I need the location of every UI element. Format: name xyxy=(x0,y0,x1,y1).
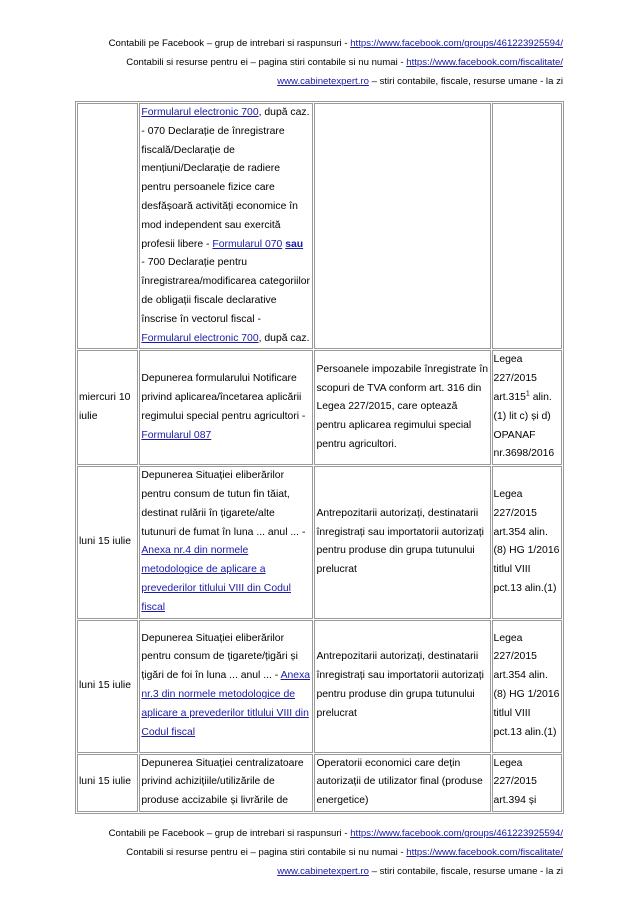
legal-cell xyxy=(492,103,562,349)
page-header xyxy=(109,34,563,91)
facebook-page-link[interactable]: https://www.facebook.com/fiscalitate/ xyxy=(406,847,563,858)
header-line-3: www.cabinetexpert.ro – stiri contabile, fiscale, resurse umane - la zi xyxy=(277,76,563,87)
date-cell: miercuri 10 iulie xyxy=(77,350,138,465)
table-row xyxy=(77,754,562,812)
date-cell: luni 15 iulie xyxy=(77,620,138,753)
cabinetexpert-link[interactable]: www.cabinetexpert.ro xyxy=(277,76,369,87)
table-row xyxy=(77,620,562,753)
form-070-link[interactable]: Formularul 070 xyxy=(212,238,283,250)
table-row xyxy=(77,466,562,618)
form-087-link[interactable]: Formularul 087 xyxy=(141,429,212,441)
footer-line-2: Contabili si resurse pentru ei – pagina stiri contabile si nu numai - https://www.facebook.com/fiscalitate/ xyxy=(126,847,563,858)
description-cell: Formularul electronic 700, după caz. - 070 Declarație de înregistrare fiscală/Declarație de mențiuni/Declarație de radiere pentru persoanele fizice care desfășoară activități economice în mod independent sau exercită profesii libere - Formularul 070 sau - 700 Declarație pentru înregistrarea/modificarea categoriilor de obligații fiscale declarative înscrise în vectorul fiscal - Formularul electronic 700, după caz. xyxy=(139,103,313,349)
description-cell: Depunerea Situației eliberărilor pentru consum de tutun fin tăiat, destinat rulării în țigarete/alte tutunuri de fumat în luna ... anul ... - Anexa nr.4 din normele metodologice de aplicare a prevederilor titlului VIII din Codul fiscal xyxy=(139,466,313,618)
description-cell: Depunerea formularului Notificare privind aplicarea/încetarea aplicării regimului special pentru agricultori - Formularul 087 xyxy=(139,350,313,465)
anexa-4-link[interactable]: Anexa nr.4 din normele metodologice de aplicare a prevederilor titlului VIII din Codul fiscal xyxy=(141,545,291,613)
legal-cell: Legea 227/2015 art.394 și xyxy=(492,754,562,812)
sau-link[interactable]: sau xyxy=(285,238,304,250)
date-cell xyxy=(77,103,138,349)
form-700-link-2[interactable]: Formularul electronic 700 xyxy=(141,332,259,344)
header-line-2: Contabili si resurse pentru ei – pagina stiri contabile si nu numai - https://www.facebook.com/fiscalitate/ xyxy=(126,57,563,68)
table-row xyxy=(77,350,562,465)
form-700-link[interactable]: Formularul electronic 700 xyxy=(141,107,259,118)
header-line-1: Contabili pe Facebook – grup de intrebari si raspunsuri - https://www.facebook.com/groups/461223925594/ xyxy=(108,38,563,49)
description-cell: Depunerea Situației centralizatoare privind achizițiile/utilizările de produse accizabile și livrările de xyxy=(139,754,313,812)
obligations-table xyxy=(75,101,564,814)
date-cell: luni 15 iulie xyxy=(77,466,138,618)
footer-line-1: Contabili pe Facebook – grup de intrebari si raspunsuri - https://www.facebook.com/groups/461223925594/ xyxy=(108,828,563,839)
cabinetexpert-link[interactable]: www.cabinetexpert.ro xyxy=(277,866,369,877)
facebook-group-link[interactable]: https://www.facebook.com/groups/461223925594/ xyxy=(350,38,563,49)
date-cell: luni 15 iulie xyxy=(77,754,138,812)
footer-line-3: www.cabinetexpert.ro – stiri contabile, fiscale, resurse umane - la zi xyxy=(277,866,563,877)
facebook-group-link[interactable]: https://www.facebook.com/groups/461223925594/ xyxy=(350,828,563,839)
description-cell: Depunerea Situației eliberărilor pentru consum de țigarete/țigări și țigări de foi în luna ... anul ... - Anexa nr.3 din normele metodologice de aplicare a prevederilor titlului VIII din Codul fiscal xyxy=(139,620,313,753)
legal-cell: Legea 227/2015 art.315$^1$ alin. (1) lit c) și d) OPANAF nr.3698/2016 xyxy=(492,350,562,465)
legal-cell: Legea 227/2015 art.354 alin. (8) HG 1/2016 titlul VIII pct.13 alin.(1) xyxy=(492,466,562,618)
page-footer xyxy=(109,824,563,881)
legal-cell: Legea 227/2015 art.354 alin. (8) HG 1/2016 titlul VIII pct.13 alin.(1) xyxy=(492,620,562,753)
who-cell: Antrepozitarii autorizați, destinatarii înregistrați sau importatorii autorizați pentru produse din grupa tutunului prelucrat xyxy=(314,620,490,753)
who-cell: Operatorii economici care dețin autorizații de utilizator final (produse energetice) xyxy=(314,754,490,812)
who-cell: Antrepozitarii autorizați, destinatarii înregistrați sau importatorii autorizați pentru produse din grupa tutunului prelucrat xyxy=(314,466,490,618)
table-row xyxy=(77,103,562,349)
facebook-page-link[interactable]: https://www.facebook.com/fiscalitate/ xyxy=(406,57,563,68)
who-cell xyxy=(314,103,490,349)
anexa-3-link[interactable]: Anexa nr.3 din normele metodologice de aplicare a prevederilor titlului VIII din Codul fiscal xyxy=(141,670,311,738)
who-cell: Persoanele impozabile înregistrate în scopuri de TVA conform art. 316 din Legea 227/2015, care optează pentru aplicarea regimului special pentru agricultori. xyxy=(314,350,490,465)
